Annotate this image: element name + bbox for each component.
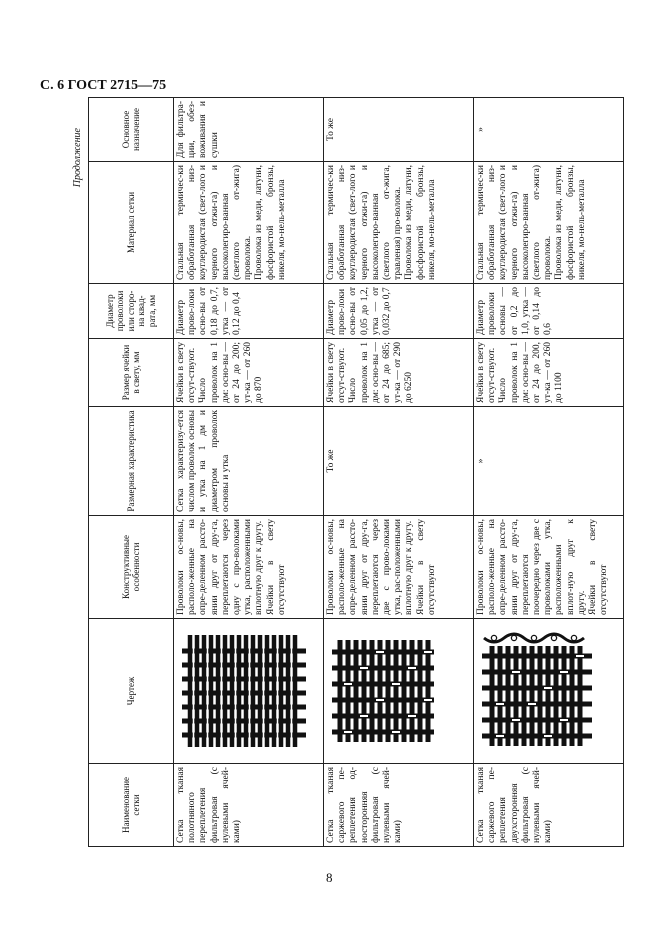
features-text: Проволоки ос-новы, располо-женные на опре-деленном рассто-янии друг от дру-га, переплетаются поочередно через две с проволоками утка, расположенными вплот-ную друг к другу. — [476, 519, 587, 615]
cell-purpose: Для фильтра-ции, обез-воживания и сушки — [174, 98, 324, 162]
header-drawing: Чертеж — [89, 619, 174, 764]
cell-features — [174, 516, 324, 619]
header-features: Конструктивные особенности — [89, 516, 174, 619]
cell-drawing — [324, 619, 474, 764]
material-text: Стальная термичес-ки обработанная низ-коуглеродистая (свет-лого и черного отжи-га) и высоколегиро-ванная (светлого от-жига) проволока. — [476, 165, 554, 280]
header-name: Наименование сетки — [89, 764, 174, 847]
size-extra: Число проволок на 1 дм: осно-вы — от 24 до 200; ут-ка — от 260 до 870 — [198, 342, 265, 403]
size-extra: Число проволок на 1 дм: осно-вы — от 24 до 685; ут-ка — от 290 до 6250 — [348, 342, 415, 403]
header-material: Материал сетки — [89, 162, 174, 284]
rotated-table-area — [72, 101, 632, 847]
material-extra: Проволока из меди, латуни, фосфористой бронзы, никеля, мо-нель-металла — [554, 165, 587, 280]
cell-name: Сетка тканая саржевого пе-реплетения од-носторонняя фильтровая (с нулевыми ячей-ками) — [324, 764, 474, 847]
page-header: С. 6 ГОСТ 2715—75 — [40, 78, 167, 93]
cell-dimensional: Сетка характеризу-ется числом проволок основы и утка на 1 дм и диаметром проволок основы и утка — [174, 407, 324, 516]
material-extra: Проволока из меди, латуни, фосфористой бронзы, никеля, мо-нель-металла — [254, 165, 287, 280]
plain-weave-mesh-drawing — [178, 627, 310, 755]
cell-purpose: То же — [324, 98, 474, 162]
cell-diameter: Диаметр прово-локи осно-вы от 0,18 до 0,7, утка — от 0,12 до 0,4 — [174, 284, 324, 339]
table-row — [174, 98, 324, 847]
features-text: Проволоки ос-новы, располо-женные на опре-деленном рассто-янии друг от дру-га, переплетаются через две с прово-локами утка, рас-положенными вплотную друг к другу. — [326, 519, 415, 615]
page-number: 8 — [326, 870, 333, 885]
size-text: Ячейки в свету отсут-ствуют. — [326, 342, 348, 403]
cell-material — [174, 162, 324, 284]
cell-name: Сетка тканая полотняного переплетения фильтровая (с нулевыми ячей-ками) — [174, 764, 324, 847]
material-text: Стальная термичес-ки обработанная низ-коуглеродистая (свет-лого и черного отжи-га) и высоколегиро-ванная (светлого от-жига) проволока. — [176, 165, 254, 280]
cell-dimensional: » — [474, 407, 624, 516]
cell-material — [474, 162, 624, 284]
features-extra: Ячейки в свету отсутствуют — [265, 519, 287, 615]
header-dimensional: Размерная характеристика — [89, 407, 174, 516]
cell-drawing — [174, 619, 324, 764]
table-row — [324, 98, 474, 847]
cell-size — [174, 339, 324, 407]
cell-drawing — [474, 619, 624, 764]
material-extra: Проволока из меди, латуни, фосфористой бронзы, никеля, мо-нель-металла — [404, 165, 437, 280]
cell-size — [474, 339, 624, 407]
size-extra: Число проволок на 1 дм: осно-вы — от 24 до 200, ут-ка — от 260 до 1100 — [498, 342, 565, 403]
cell-material — [324, 162, 474, 284]
material-text: Стальная термичес-ки обработанная низ-коуглеродистая (свет-лого и черного отжи-га) и высоколегиро-ванная (светлого от-жига, травленая) про-волока. — [326, 165, 404, 280]
header-size: Размер ячейки в свету, мм — [89, 339, 174, 407]
continuation-label: Продолжение — [72, 128, 83, 188]
cell-diameter: Диаметр прово-локи осно-вы от 0,05 до 1,2, утка — от 0,032 до 0,7 — [324, 284, 474, 339]
twill-single-mesh-drawing — [328, 636, 438, 746]
rotated-content — [72, 101, 632, 847]
cell-features — [474, 516, 624, 619]
cell-size — [324, 339, 474, 407]
cell-features — [324, 516, 474, 619]
cell-purpose: » — [474, 98, 624, 162]
table-row — [474, 98, 624, 847]
features-text: Проволоки ос-новы, располо-женные на опре-деленном рассто-янии друг от дру-га, переплетаются через одну с про-волоками утка, расположенными вплотную друг к другу. — [176, 519, 265, 615]
cell-diameter: Диаметр проволоки основы — от 0,2 до 1,0, утка — от 0,14 до 0,6 — [474, 284, 624, 339]
cell-name: Сетка тканая саржевого пе-реплетения двухсторонняя фильтровая (с нулевыми ячей-ками) — [474, 764, 624, 847]
size-text: Ячейки в свету отсут-ствуют. — [176, 342, 198, 403]
header-diameter: Диаметр проволоки или сторо-на квад-рата, мм — [89, 284, 174, 339]
twill-double-mesh-drawing — [478, 628, 596, 754]
features-extra: Ячейки в свету отсутствуют — [588, 519, 610, 615]
table-header-row — [89, 98, 174, 847]
header-purpose: Основное назначение — [89, 98, 174, 162]
mesh-spec-table — [88, 97, 624, 847]
features-extra: Ячейки в свету отсутствуют — [415, 519, 437, 615]
cell-dimensional: То же — [324, 407, 474, 516]
size-text: Ячейки в свету отсут-ствуют. — [476, 342, 498, 403]
